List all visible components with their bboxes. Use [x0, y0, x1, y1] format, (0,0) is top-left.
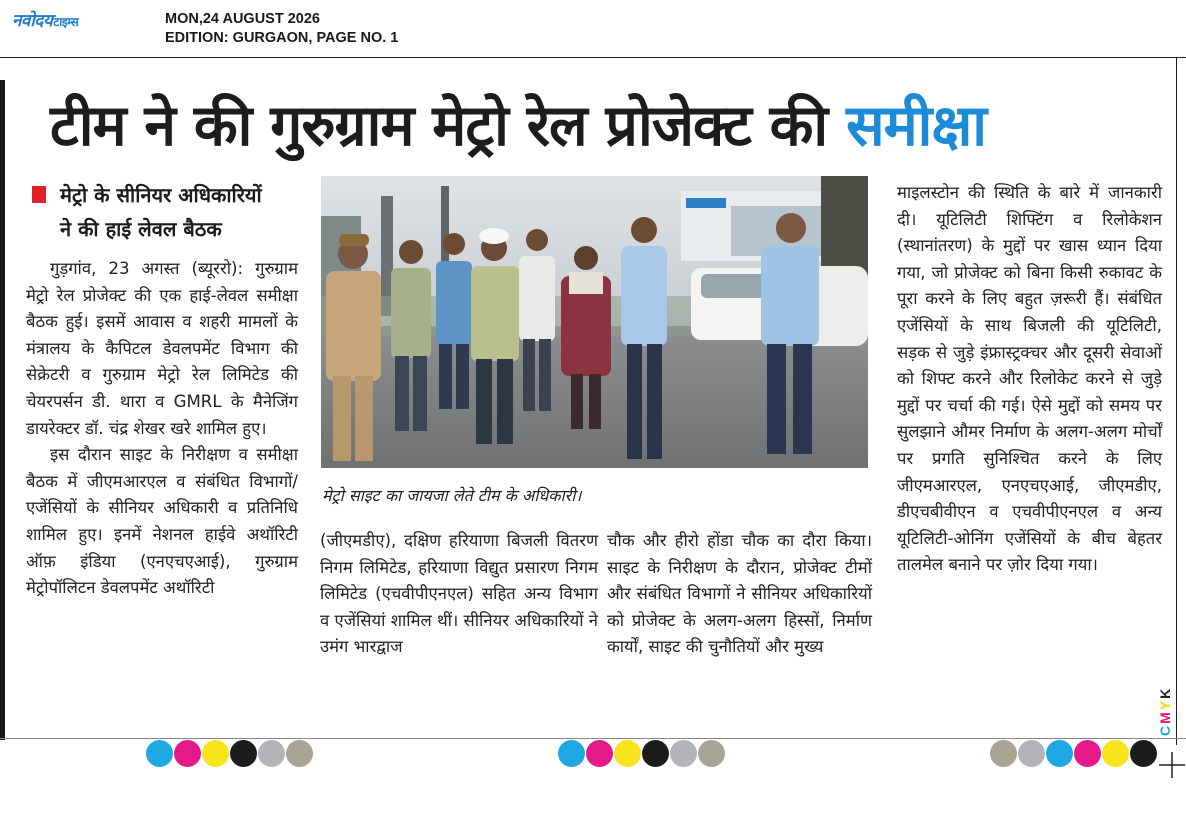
subheading-line-2: ने की हाई लेवल बैठक: [60, 217, 222, 241]
cmyk-k: K: [1157, 686, 1173, 699]
magenta-dot: [174, 740, 201, 767]
cmyk-label: [1157, 686, 1173, 736]
column-4-paragraph: माइलस्टोन की स्थिति के बारे में जानकारी दी। यूटिलिटी शिफ्टिंग व रिलोकेशन (स्थानांतरण) के मुद्दों पर खास ध्यान दिया गया, जो प्रोजेक्ट को बिना किसी रुकावट के पूरा करने के लिए बहुत ज़रूरी हैं। संबंधित एजेंसियों के साथ बिजली की यूटिलिटी, सड़क से जुड़े इंफ्रास्ट्रक्चर और दूसरी सेवाओं को शिफ्ट करने और रिलोकेट करने से जुड़े मुद्दों पर चर्चा की गई। ऐसे मुद्दों को समय पर सुलझाने औमर निर्माण के अलग-अलग मोर्चों पर प्रगति सुनिश्चित करने के लिए जीएमआरएल, एनएचएआई, जीएमडीए, डीएचबीवीएन व एचवीपीएनएल व अन्य यूटिलिटी-ओनिंग एजेंसियों के बीच बेहतर तालमेल बनाने पर ज़ोर दिया गया।: [897, 183, 1162, 575]
page-border-top: [0, 57, 1186, 58]
page-border-left: [0, 80, 5, 740]
article-headline: [50, 86, 1160, 166]
headline-main: टीम ने की गुरुग्राम मेट्रो रेल प्रोजेक्ट की: [50, 93, 828, 159]
article-photo: [321, 176, 868, 468]
black-dot: [230, 740, 257, 767]
cmyk-c: C: [1157, 723, 1173, 736]
magenta-dot: [1074, 740, 1101, 767]
article-column-2: [320, 528, 598, 661]
cyan-dot: [558, 740, 585, 767]
cmyk-y: Y: [1157, 698, 1173, 711]
yellow-dot: [1102, 740, 1129, 767]
grey-dot: [258, 740, 285, 767]
cmyk-m: M: [1157, 710, 1173, 724]
registration-mark-icon: [1159, 752, 1185, 778]
page-border-right: [1176, 57, 1177, 745]
column-1-paragraph-1: गुड़गांव, 23 अगस्त (ब्यूररो): गुरुग्राम मेट्रो रेल प्रोजेक्ट की एक हाई-लेवल समीक्षा बैठक हुई। इसमें आवास व शहरी मामलों के मंत्रालय के कैपिटल डेवलपमेंट विभाग की सेक्रेटरी व गुरुग्राम मेट्रो रेल लिमिटेड की चेयरपर्सन डी. थारा व GMRL के मैनेजिंग डायरेक्टर डॉ. चंद्र शेखर खरे शामिल हुए।: [26, 259, 298, 438]
cyan-dot: [146, 740, 173, 767]
column-3-paragraph: चौक और हीरो होंडा चौक का दौरा किया। साइट के निरीक्षण के दौरान, प्रोजेक्ट टीमों और संबंधित विभागों ने सीनियर अधिकारियों को प्रोजेक्ट के अलग-अलग हिस्सों, निर्माण कार्यों, साइट की चुनौतियों और मुख्य: [607, 531, 872, 657]
edition-page: EDITION: GURGAON, PAGE NO. 1: [165, 30, 399, 46]
subheading-line-1: मेट्रो के सीनियर अधिकारियों: [60, 183, 262, 207]
khaki-dot: [286, 740, 313, 767]
page-border-bottom: [0, 738, 1186, 739]
black-dot: [1130, 740, 1157, 767]
logo-main-text: नवोदय: [12, 11, 53, 31]
grey-dot: [1018, 740, 1045, 767]
color-dot-strip-1: [146, 740, 313, 768]
headline-highlight: समीक्षा: [846, 93, 987, 159]
article-column-1: [26, 256, 298, 602]
khaki-dot: [698, 740, 725, 767]
logo-sub-text: टाइम्स: [53, 15, 79, 29]
subheading-bullet: [32, 186, 46, 203]
black-dot: [642, 740, 669, 767]
grey-dot: [670, 740, 697, 767]
edition-meta: [165, 10, 398, 48]
column-1-paragraph-2: इस दौरान साइट के निरीक्षण व समीक्षा बैठक में जीएमआरएल व संबंधित विभागों/एजेंसियों के सीनियर अधिकारी व प्रतिनिधि शामिल हुए। इनमें नेशनल हाईवे अथॉरिटी ऑफ़ इंडिया (एनएचएआई), गुरुग्राम मेट्रोपॉलिटन डेवलपमेंट अथॉरिटी: [26, 445, 298, 598]
article-subheading: [32, 178, 302, 246]
color-dot-strip-2: [558, 740, 725, 768]
cyan-dot: [1046, 740, 1073, 767]
magenta-dot: [586, 740, 613, 767]
yellow-dot: [614, 740, 641, 767]
article-column-4: [897, 180, 1162, 579]
article-column-3: [607, 528, 872, 661]
color-dot-strip-3: [990, 740, 1157, 768]
column-2-paragraph: (जीएमडीए), दक्षिण हरियाणा बिजली वितरण निगम लिमिटेड, हरियाणा विद्युत प्रसारण निगम लिमिटेड (एचवीपीएनएल) सहित अन्य विभाग व एजेंसियां शामिल थीं। सीनियर अधिकारियों ने उमंग भारद्वाज: [320, 531, 598, 657]
newspaper-logo: [12, 8, 78, 31]
edition-header: [0, 0, 1186, 56]
photo-caption: मेट्रो साइट का जायजा लेते टीम के अधिकारी।: [322, 486, 582, 505]
yellow-dot: [202, 740, 229, 767]
edition-date: MON,24 AUGUST 2026: [165, 11, 320, 27]
officials-site-photo: [321, 176, 868, 468]
khaki-dot: [990, 740, 1017, 767]
